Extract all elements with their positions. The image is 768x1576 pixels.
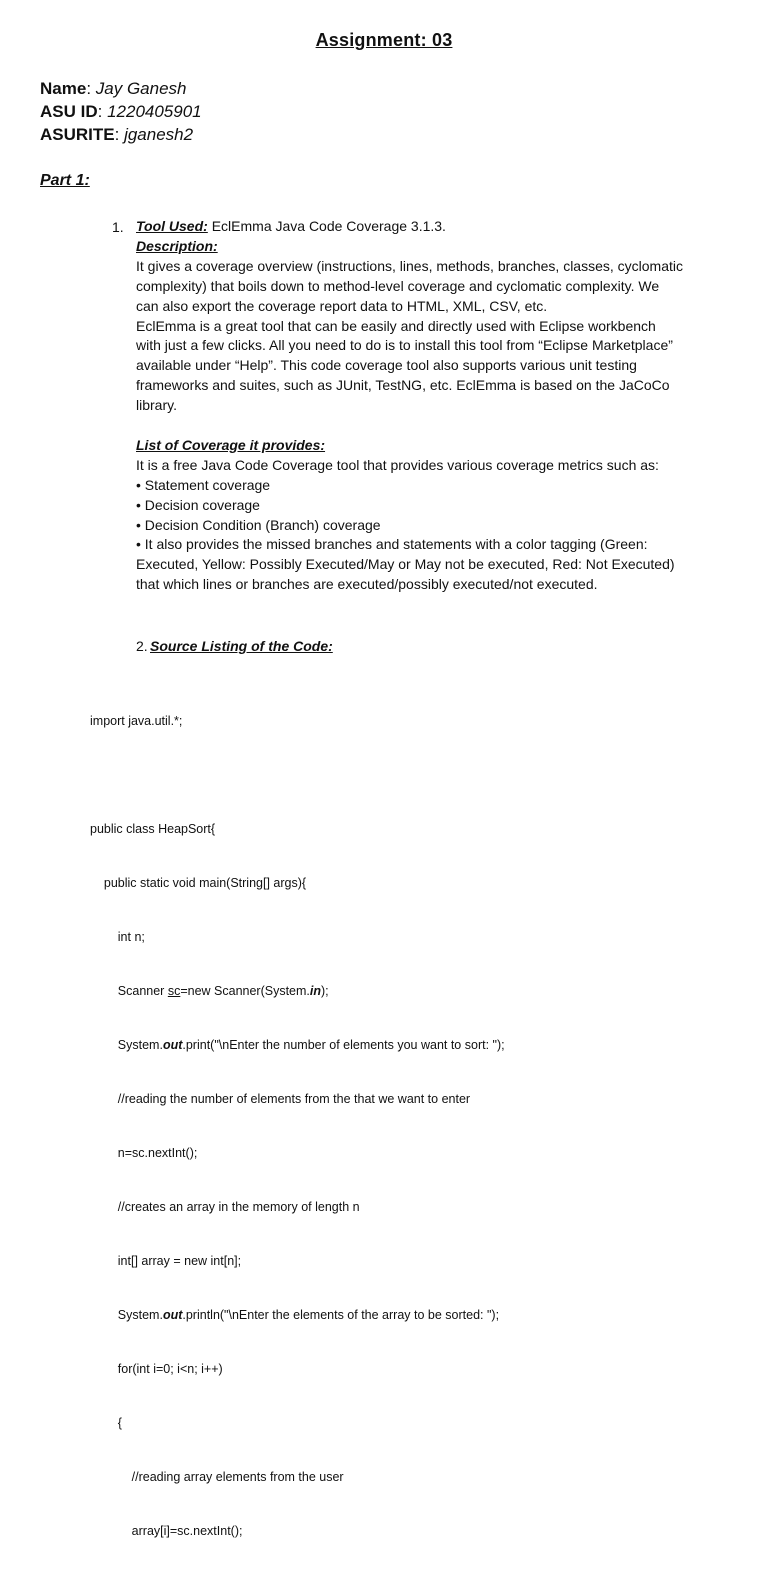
code-line: for(int i=0; i<n; i++) (90, 1362, 223, 1376)
code-part: Scanner (90, 984, 168, 998)
code-line: int n; (90, 930, 145, 944)
name-line: Name: Jay Ganesh (40, 79, 187, 98)
asurite-line: ASURITE: jganesh2 (40, 125, 194, 144)
coverage-bullet: • Statement coverage (136, 476, 271, 493)
tool-used-value: EclEmma Java Code Coverage 3.1.3. (207, 218, 446, 234)
code-line (90, 982, 505, 1000)
code-line (90, 1036, 505, 1054)
asurite-label: ASURITE (40, 125, 115, 144)
code-part: sc (167, 984, 181, 998)
part1-heading: Part 1: (40, 172, 90, 189)
name-label: Name (40, 79, 87, 98)
name-value: Jay Ganesh (95, 79, 187, 98)
asurite-value: jganesh2 (124, 125, 194, 144)
coverage-bullet: • It also provides the missed branches and statements with a color tagging (Green: (136, 536, 648, 553)
coverage-label-line (136, 436, 741, 456)
description-line: with just a few clicks. All you need to do is to install this tool from “Eclipse Marketplace” (136, 337, 673, 354)
description-line: frameworks and suites, such as JUnit, TestNG, etc. EclEmma is based on the JaCoCo (136, 377, 670, 394)
code-line: //creates an array in the memory of length n (90, 1200, 360, 1214)
code-line: //reading the number of elements from the that we want to enter (90, 1092, 471, 1106)
coverage-bullet: • Decision Condition (Branch) coverage (136, 516, 381, 533)
code-part: .print("\nEnter the number of elements you want to sort: "); (182, 1038, 505, 1052)
tool-used-label: Tool Used: (136, 218, 208, 234)
item1-body (136, 217, 741, 595)
description-line: EclEmma is a great tool that can be easily and directly used with Eclipse workbench (136, 317, 656, 334)
code-line: public static void main(String[] args){ (90, 876, 307, 890)
description-line: available under “Help”. This code coverage tool also supports various unit testing (136, 357, 637, 374)
page-title: Assignment: 03 (315, 30, 453, 50)
description-label: Description: (136, 237, 218, 254)
code-line: public class HeapSort{ (90, 822, 216, 836)
code-part: out (162, 1038, 183, 1052)
code-part: System. (90, 1038, 163, 1052)
coverage-line: Executed, Yellow: Possibly Executed/May or May not be executed, Red: Not Executed) (136, 556, 675, 573)
blank-line (136, 416, 741, 436)
code-line: //reading array elements from the user (90, 1470, 344, 1484)
source-listing-label: Source Listing of the Code: (150, 638, 333, 654)
code-part: ); (321, 984, 329, 998)
code-line: int[] array = new int[n]; (90, 1254, 242, 1268)
asuid-line: ASU ID: 1220405901 (40, 102, 202, 121)
item1-number: 1. (112, 219, 124, 235)
code-blank-line (90, 766, 505, 784)
item2-number: 2. (136, 638, 148, 654)
code-part: .println("\nEnter the elements of the array to be sorted: "); (182, 1308, 500, 1322)
description-line: library. (136, 397, 177, 414)
code-part: =new Scanner(System. (180, 984, 310, 998)
code-part: System. (90, 1308, 163, 1322)
coverage-line: It is a free Java Code Coverage tool that provides various coverage metrics such as: (136, 456, 659, 473)
description-label-line (136, 237, 741, 257)
code-part: out (162, 1308, 183, 1322)
coverage-bullet: • Decision coverage (136, 496, 260, 513)
asuid-value: 1220405901 (107, 102, 202, 121)
code-listing (90, 676, 505, 1576)
code-line: import java.util.*; (90, 714, 183, 728)
code-line: n=sc.nextInt(); (90, 1146, 198, 1160)
code-part: in (309, 984, 322, 998)
description-line: can also export the coverage report data to HTML, XML, CSV, etc. (136, 297, 548, 314)
asuid-label: ASU ID (40, 102, 98, 121)
code-line: array[i]=sc.nextInt(); (90, 1524, 243, 1538)
code-line: { (90, 1416, 122, 1430)
tool-used-line (136, 217, 741, 237)
coverage-line: that which lines or branches are executed/possibly executed/not executed. (136, 576, 598, 593)
coverage-label: List of Coverage it provides: (136, 436, 326, 453)
code-line (90, 1306, 505, 1324)
description-line: complexity) that boils down to method-level coverage and cyclomatic complexity. We (136, 277, 660, 294)
description-line: It gives a coverage overview (instructions, lines, methods, branches, classes, cyclomatic (136, 257, 684, 274)
